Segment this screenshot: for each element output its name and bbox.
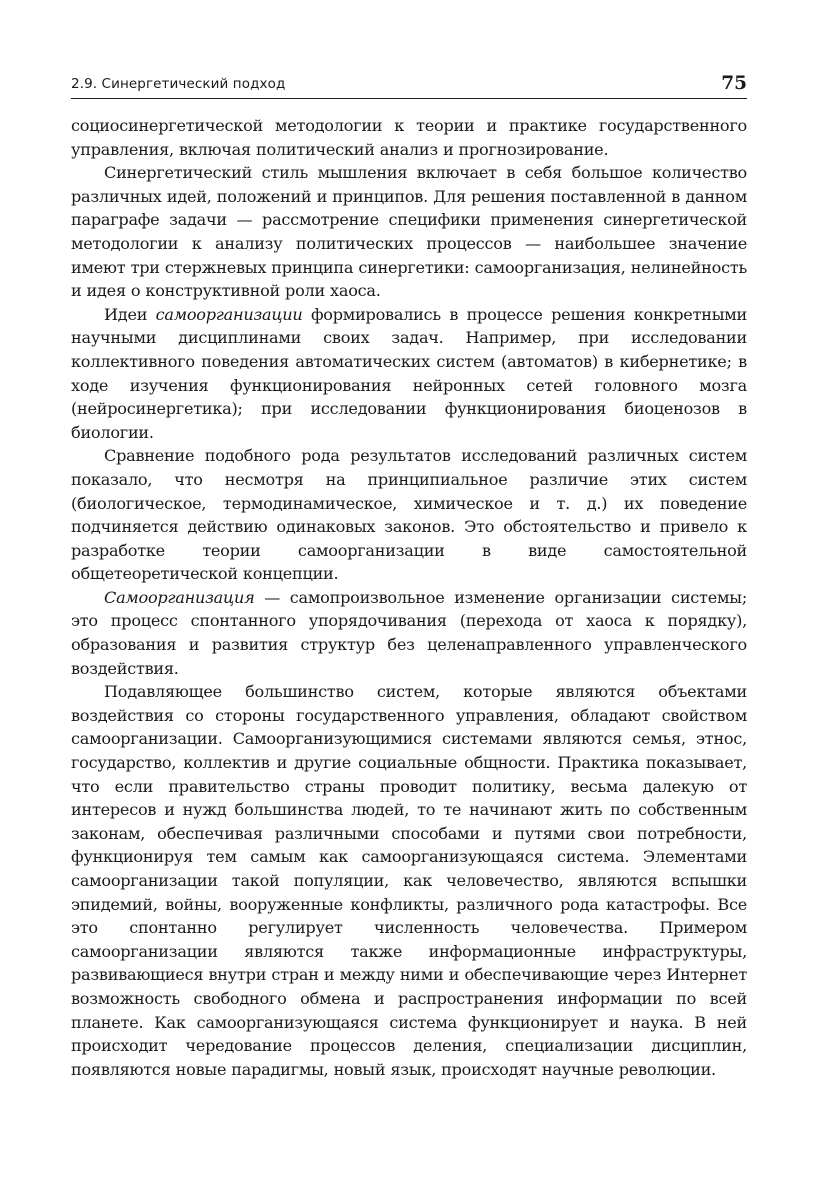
running-header (71, 74, 747, 99)
paragraph-text-after: — самопроизвольное изменение организации системы; это процесс спонтанного упорядочивания (перехода от хаоса к порядку), образования и развития структур без целенаправленного управленческого воздействия. (71, 587, 747, 678)
body-text (71, 114, 747, 1081)
section-title: 2.9. Синергетический подход (71, 76, 286, 92)
page-number: 75 (721, 73, 747, 94)
paragraph-text-after: формировались в процессе решения конкретными научными дисциплинами своих задач. Например, при исследовании коллективного поведения автоматических систем (автоматов) в кибернетике; в ходе изучения функционирования нейронных сетей головного мозга (нейросинергетика); при исследовании функционирования биоценозов в биологии. (71, 304, 748, 442)
italic-term: самоорганизации (155, 304, 303, 324)
paragraph-examples: Подавляющее большинство систем, которые являются объектами воздействия со стороны государственного управления, обладают свойством самоорганизации. Самоорганизующимися системами являются семья, этнос, государство, коллектив и другие социальные общности. Практика показывает, что если правительство страны проводит политику, весьма далекую от интересов и нужд большинства людей, то те начинают жить по собственным законам, обеспечивая различными способами и путями свои потребности, функционируя тем самым как самоорганизующаяся система. Элементами самоорганизации такой популяции, как человечество, являются вспышки эпидемий, войны, вооруженные конфликты, различного рода катастрофы. Все это спонтанно регулирует численность человечества. Примером самоорганизации являются также информационные инфраструктуры, развивающиеся внутри стран и между ними и обеспечивающие через Интернет возможность свободного обмена и распространения информации по всей планете. Как самоорганизующаяся система функционирует и наука. В ней происходит чередование процессов деления, специализации дисциплин, появляются новые парадигмы, новый язык, происходят научные революции. (71, 682, 747, 1079)
italic-term: Самоорганизация (104, 587, 255, 607)
paragraph-definition (71, 586, 747, 680)
paragraph-continuation: социосинергетической методологии к теории и практике государственного управления, включая политический анализ и прогнозирование. (71, 116, 747, 159)
paragraph-comparison: Сравнение подобного рода результатов исследований различных систем показало, что несмотря на принципиальное различие этих систем (биологическое, термодинамическое, химическое и т. д.) их поведение подчиняется действию одинаковых законов. Это обстоятельство и привело к разработке теории самоорганизации в виде самостоятельной общетеоретической концепции. (71, 446, 747, 584)
paragraph-self-organization-ideas (71, 303, 747, 445)
paragraph-text-before: Идеи (104, 304, 156, 324)
paragraph-synergetic-style: Синергетический стиль мышления включает в себя большое количество различных идей, положений и принципов. Для решения поставленной в данном параграфе задачи — рассмотрение специфики применения синергетической методологии к анализу политических процессов — наибольшее значение имеют три стержневых принципа синергетики: самоорганизация, нелинейность и идея о конструктивной роли хаоса. (71, 163, 747, 301)
